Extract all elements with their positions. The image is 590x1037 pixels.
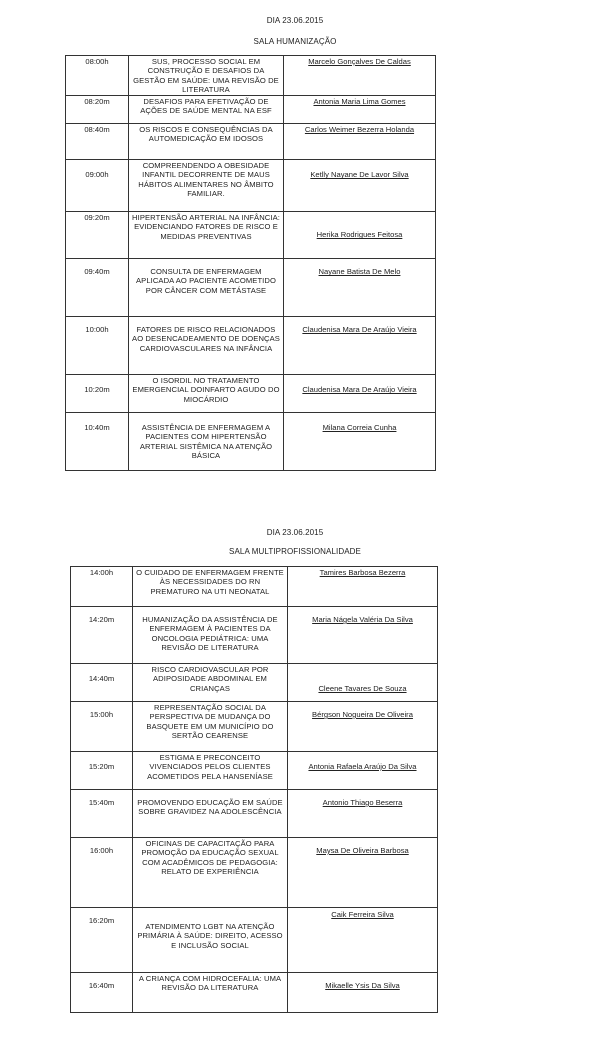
author-cell: Nayane Batista De Melo (284, 259, 436, 317)
topic-cell: OFICINAS DE CAPACITAÇÃO PARA PROMOÇÃO DA EDUCAÇÃO SEXUAL COM ACADÊMICOS DE PEDAGOGIA: RELATO DE EXPERIÊNCIA (133, 838, 288, 908)
topic-cell: REPRESENTAÇÃO SOCIAL DA PERSPECTIVA DE MUDANÇA DO BASQUETE EM UM MUNICÍPIO DO SERTÃO CEARENSE (133, 702, 288, 752)
topic-cell: SUS, PROCESSO SOCIAL EM CONSTRUÇÃO E DESAFIOS DA GESTÃO EM SAÚDE: UMA REVISÃO DE LITERATURA (129, 56, 284, 96)
table-row (71, 607, 438, 664)
topic-cell: HIPERTENSÃO ARTERIAL NA INFÂNCIA: EVIDENCIANDO FATORES DE RISCO E MEDIDAS PREVENTIVAS (129, 212, 284, 259)
time-cell: 16:20m (71, 908, 133, 973)
table-row (71, 702, 438, 752)
author-cell: Tamires Barbosa Bezerra (288, 567, 438, 607)
time-cell: 08:20m (66, 96, 129, 124)
author-cell: Carlos Weimer Bezerra Holanda (284, 124, 436, 160)
topic-cell: A CRIANÇA COM HIDROCEFALIA: UMA REVISÃO DA LITERATURA (133, 973, 288, 1013)
time-cell: 15:20m (71, 752, 133, 790)
author-cell: Maria Nágela Valéria Da Silva (288, 607, 438, 664)
author-cell: Mikaelle Ysis Da Silva (288, 973, 438, 1013)
table-row (66, 259, 436, 317)
time-cell: 10:20m (66, 375, 129, 413)
time-cell: 14:40m (71, 664, 133, 702)
table-row (71, 973, 438, 1013)
author-cell: Caik Ferreira Silva (288, 908, 438, 973)
topic-cell: O ISORDIL NO TRATAMENTO EMERGENCIAL DOINFARTO AGUDO DO MIOCÁRDIO (129, 375, 284, 413)
author-cell: Cleene Tavares De Souza (288, 664, 438, 702)
author-cell: Bérgson Nogueira De Oliveira (288, 702, 438, 752)
time-cell: 09:40m (66, 259, 129, 317)
table-row (66, 160, 436, 212)
topic-cell: DESAFIOS PARA EFETIVAÇÃO DE AÇÕES DE SAÚDE MENTAL NA ESF (129, 96, 284, 124)
table-row (66, 375, 436, 413)
section1-room-title: SALA HUMANIZAÇÃO (253, 37, 337, 46)
time-cell: 16:00h (71, 838, 133, 908)
table-row (66, 56, 436, 96)
author-cell: Herika Rodrigues Feitosa (284, 212, 436, 259)
author-cell: Maysa De Oliveira Barbosa (288, 838, 438, 908)
topic-cell: ATENDIMENTO LGBT NA ATENÇÃO PRIMÁRIA À SAÚDE: DIREITO, ACESSO E INCLUSÃO SOCIAL (133, 908, 288, 973)
author-cell: Milana Correia Cunha (284, 413, 436, 471)
table-row (66, 317, 436, 375)
schedule-table-multiprofissionalidade (70, 566, 438, 1013)
schedule-table-humanizacao (65, 55, 436, 471)
topic-cell: O CUIDADO DE ENFERMAGEM FRENTE ÀS NECESSIDADES DO RN PREMATURO NA UTI NEONATAL (133, 567, 288, 607)
author-cell: Claudenisa Mara De Araújo Vieira (284, 375, 436, 413)
author-cell: Antonia Maria Lima Gomes (284, 96, 436, 124)
time-cell: 15:00h (71, 702, 133, 752)
table-row (71, 908, 438, 973)
section1-date: DIA 23.06.2015 (266, 16, 324, 25)
table-row (66, 124, 436, 160)
author-cell: Antonia Rafaela Araújo Da Silva (288, 752, 438, 790)
time-cell: 15:40m (71, 790, 133, 838)
time-cell: 14:00h (71, 567, 133, 607)
topic-cell: FATORES DE RISCO RELACIONADOS AO DESENCADEAMENTO DE DOENÇAS CARDIOVASCULARES NA INFÂNCIA (129, 317, 284, 375)
topic-cell: RISCO CARDIOVASCULAR POR ADIPOSIDADE ABDOMINAL EM CRIANÇAS (133, 664, 288, 702)
table-row (71, 790, 438, 838)
topic-cell: CONSULTA DE ENFERMAGEM APLICADA AO PACIENTE ACOMETIDO POR CÂNCER COM METÁSTASE (129, 259, 284, 317)
section2-date: DIA 23.06.2015 (266, 528, 324, 537)
author-cell: Antonio Thiago Beserra (288, 790, 438, 838)
time-cell: 10:00h (66, 317, 129, 375)
topic-cell: PROMOVENDO EDUCAÇÃO EM SAÚDE SOBRE GRAVIDEZ NA ADOLESCÊNCIA (133, 790, 288, 838)
table-row (71, 752, 438, 790)
time-cell: 09:20m (66, 212, 129, 259)
topic-cell: ESTIGMA E PRECONCEITO VIVENCIADOS PELOS CLIENTES ACOMETIDOS PELA HANSENÍASE (133, 752, 288, 790)
table-row (66, 413, 436, 471)
time-cell: 16:40m (71, 973, 133, 1013)
table-row (71, 664, 438, 702)
author-cell: Ketlly Nayane De Lavor Silva (284, 160, 436, 212)
author-cell: Marcelo Gonçalves De Caldas (284, 56, 436, 96)
topic-cell: OS RISCOS E CONSEQUÊNCIAS DA AUTOMEDICAÇÃO EM IDOSOS (129, 124, 284, 160)
time-cell: 08:00h (66, 56, 129, 96)
time-cell: 08:40m (66, 124, 129, 160)
topic-cell: HUMANIZAÇÃO DA ASSISTÊNCIA DE ENFERMAGEM À PACIENTES DA ONCOLOGIA PEDIÁTRICA: UMA REVISÃO DE LITERATURA (133, 607, 288, 664)
table-row (71, 567, 438, 607)
section2-room-title: SALA MULTIPROFISSIONALIDADE (229, 547, 361, 556)
time-cell: 14:20m (71, 607, 133, 664)
table-row (66, 96, 436, 124)
table-row (71, 838, 438, 908)
table-row (66, 212, 436, 259)
time-cell: 09:00h (66, 160, 129, 212)
author-cell: Claudenisa Mara De Araújo Vieira (284, 317, 436, 375)
topic-cell: COMPREENDENDO A OBESIDADE INFANTIL DECORRENTE DE MAUS HÁBITOS ALIMENTARES NO ÂMBITO FAMILIAR. (129, 160, 284, 212)
topic-cell: ASSISTÊNCIA DE ENFERMAGEM A PACIENTES COM HIPERTENSÃO ARTERIAL SISTÊMICA NA ATENÇÃO BÁSICA (129, 413, 284, 471)
time-cell: 10:40m (66, 413, 129, 471)
